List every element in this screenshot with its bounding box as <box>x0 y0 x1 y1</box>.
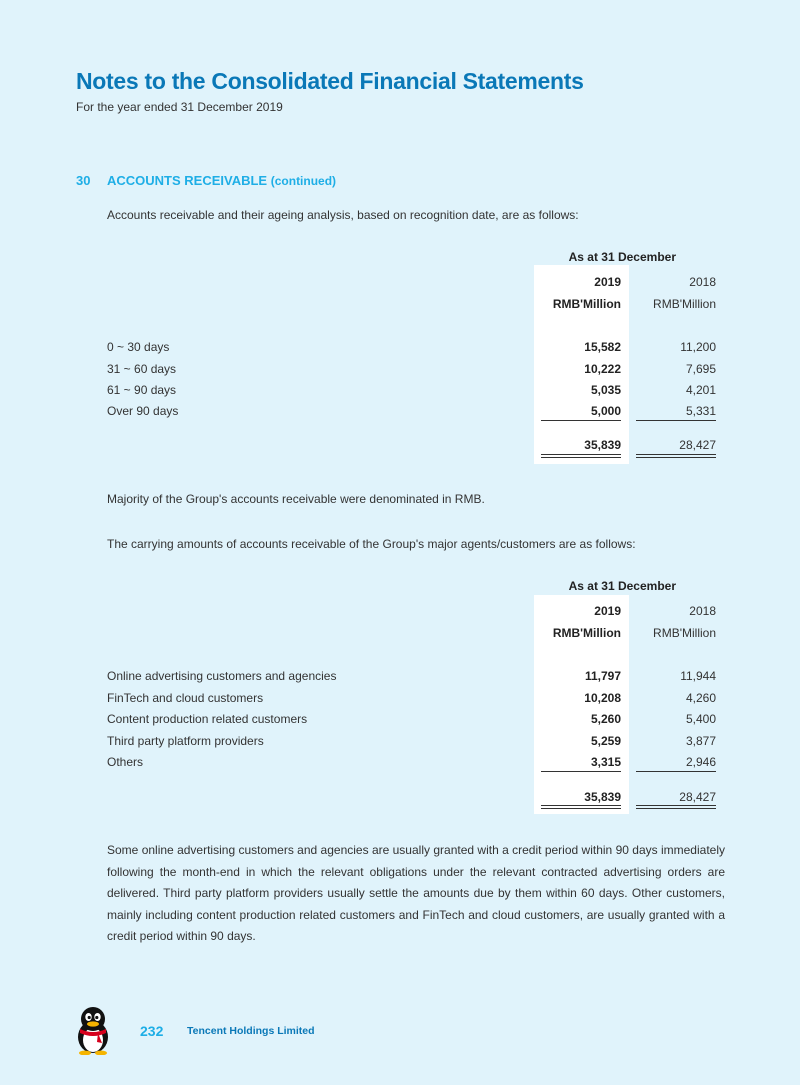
total-2019: 35,839 <box>584 790 621 804</box>
section-number: 30 <box>76 173 91 188</box>
row-label: Third party platform providers <box>107 734 264 748</box>
row-label: Others <box>107 755 144 769</box>
value-2018: 5,331 <box>685 404 716 418</box>
value-2018: 4,260 <box>685 691 716 705</box>
row-label: 61 ~ 90 days <box>107 383 177 397</box>
subtotal-rule-2019 <box>541 420 621 421</box>
table1-group-header: As at 31 December <box>568 250 676 264</box>
table2-group-header: As at 31 December <box>568 579 676 593</box>
table2-unit-2018: RMB'Million <box>653 626 716 640</box>
row-label: 31 ~ 60 days <box>107 362 177 376</box>
value-2019: 5,035 <box>590 383 621 397</box>
value-2018: 11,944 <box>680 669 716 683</box>
company-name: Tencent Holdings Limited <box>187 1025 315 1037</box>
row-label: Over 90 days <box>107 404 179 418</box>
table2-unit-2019: RMB'Million <box>552 626 621 640</box>
intro-agents-text: The carrying amounts of accounts receivable of the Group's major agents/customers are as follows: <box>107 537 636 551</box>
table2-col-2018: 2018 <box>689 604 716 618</box>
total-2018: 28,427 <box>679 438 716 452</box>
section-title: ACCOUNTS RECEIVABLE <box>107 173 268 188</box>
credit-period-paragraph: Some online advertising customers and agencies are usually granted with a credit period within 90 days immediately following the month-end in which the relevant obligations under the relevant contracted advertising orders are delivered. Third party platform providers usually settle the amounts due by them within 60 days. Other customers, mainly including content production related customers and FinTech and cloud customers, are usually granted with a credit period within 90 days. <box>107 843 725 943</box>
value-2019: 5,000 <box>590 404 621 418</box>
value-2018: 2,946 <box>685 755 716 769</box>
value-2019: 5,260 <box>590 712 621 726</box>
value-2018: 3,877 <box>685 734 716 748</box>
table1-unit-2019: RMB'Million <box>552 297 621 311</box>
page-title: Notes to the Consolidated Financial Statements <box>76 68 584 94</box>
table2-col-2019: 2019 <box>594 604 621 618</box>
total-double-rule-2019 <box>541 805 621 809</box>
row-label: 0 ~ 30 days <box>107 340 170 354</box>
subtotal-rule-2018 <box>636 771 716 772</box>
row-label: Online advertising customers and agencies <box>107 669 337 683</box>
total-double-rule-2018 <box>636 805 716 809</box>
section-continued: (continued) <box>270 174 337 188</box>
value-2018: 5,400 <box>685 712 716 726</box>
value-2019: 10,208 <box>584 691 621 705</box>
total-2019: 35,839 <box>584 438 621 452</box>
page-subtitle: For the year ended 31 December 2019 <box>76 100 283 114</box>
subtotal-rule-2019 <box>541 771 621 772</box>
page-number: 232 <box>140 1023 164 1039</box>
value-2018: 7,695 <box>685 362 716 376</box>
value-2019: 15,582 <box>584 340 621 354</box>
table1-col-2019: 2019 <box>594 275 621 289</box>
value-2019: 10,222 <box>584 362 621 376</box>
section-heading <box>76 173 336 188</box>
penguin-mascot-icon <box>72 1005 114 1055</box>
total-2018: 28,427 <box>679 790 716 804</box>
row-label: FinTech and cloud customers <box>107 691 264 705</box>
value-2018: 11,200 <box>680 340 716 354</box>
row-label: Content production related customers <box>107 712 308 726</box>
total-double-rule-2019 <box>541 454 621 458</box>
note-rmb-text: Majority of the Group's accounts receivable were denominated in RMB. <box>107 492 485 506</box>
intro-ageing-text: Accounts receivable and their ageing analysis, based on recognition date, are as follows: <box>107 208 579 222</box>
table1-unit-2018: RMB'Million <box>653 297 716 311</box>
value-2019: 5,259 <box>590 734 621 748</box>
total-double-rule-2018 <box>636 454 716 458</box>
value-2018: 4,201 <box>685 383 716 397</box>
value-2019: 3,315 <box>590 755 621 769</box>
table1-col-2018: 2018 <box>689 275 716 289</box>
subtotal-rule-2018 <box>636 420 716 421</box>
value-2019: 11,797 <box>584 669 621 683</box>
